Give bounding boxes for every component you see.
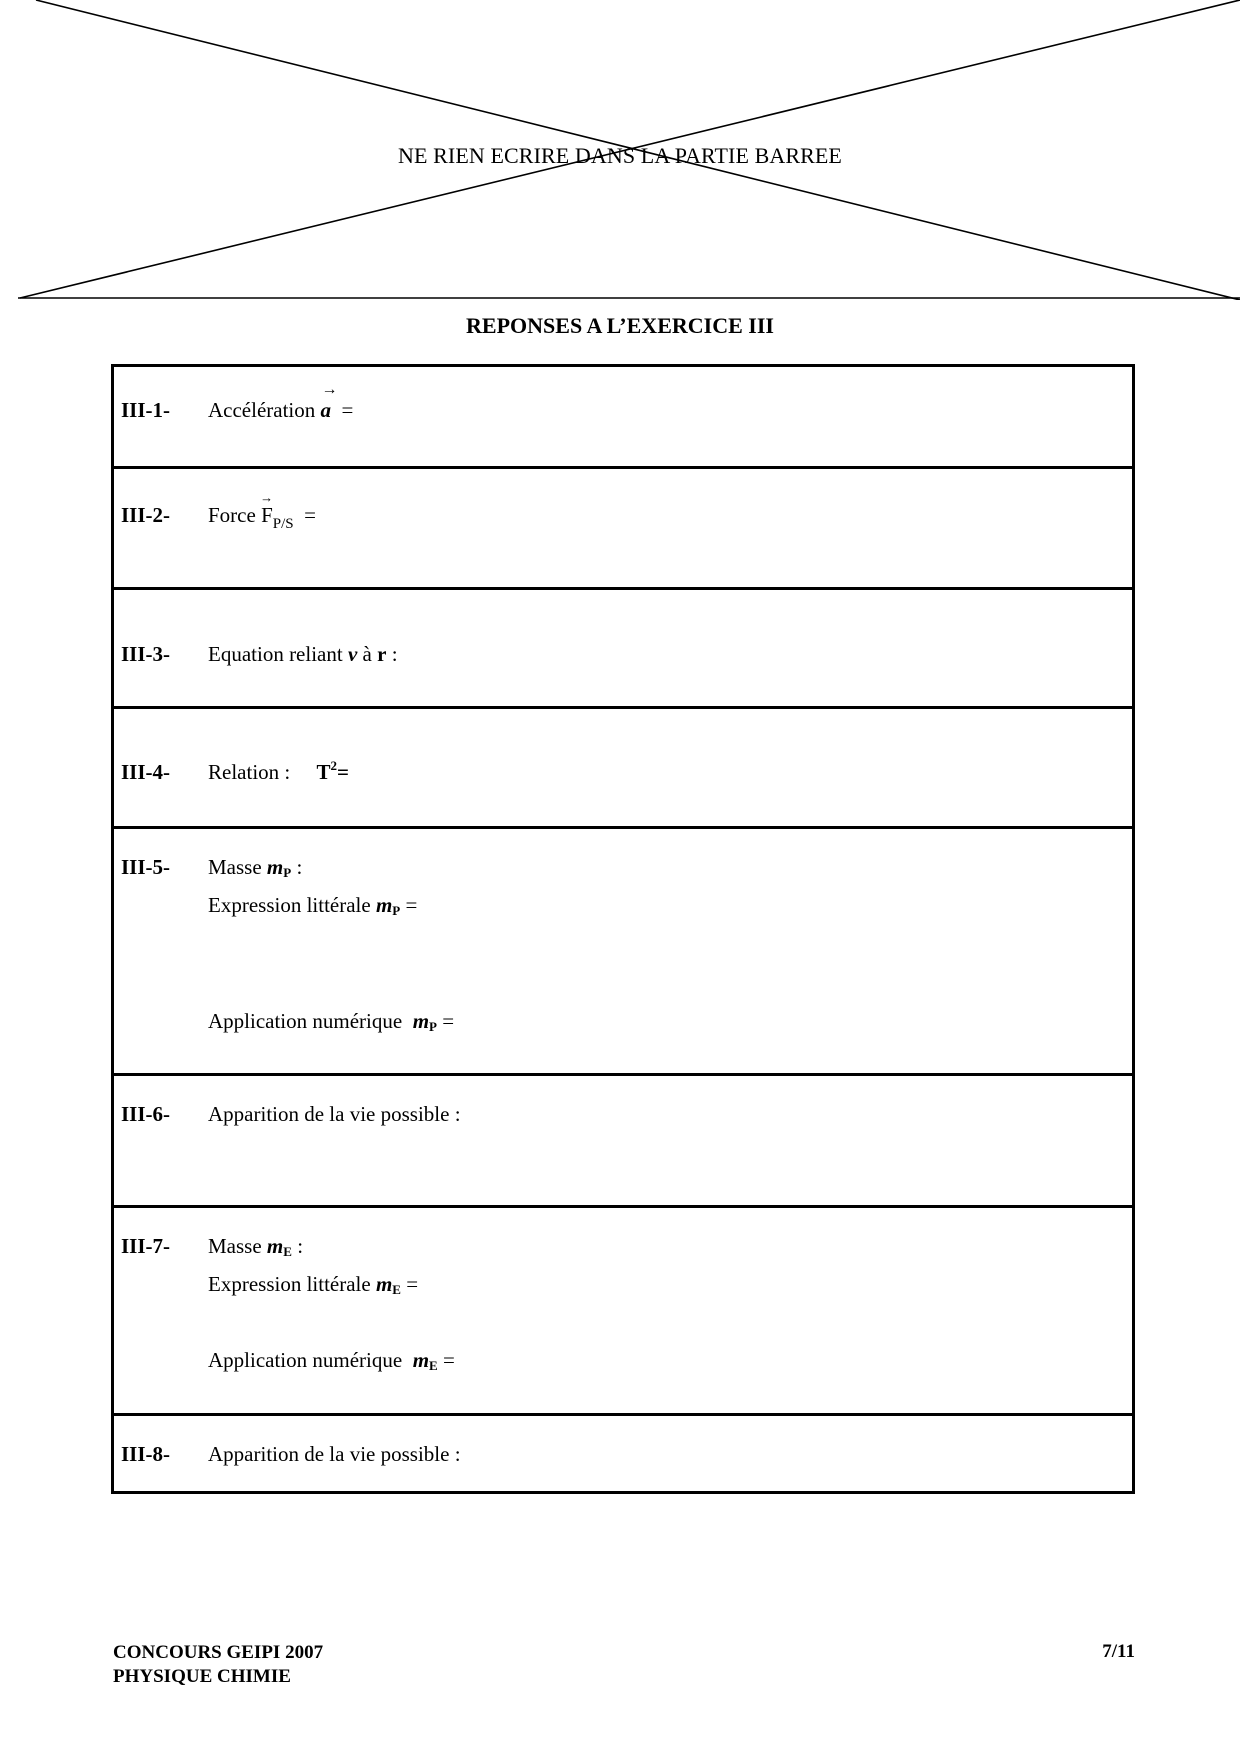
question-number: III-5- <box>121 855 171 879</box>
question-label: Masse mP : <box>208 855 303 880</box>
application-label: Application numérique mP = <box>208 1009 455 1034</box>
footer-contest: CONCOURS GEIPI 2007 <box>113 1642 324 1663</box>
barred-notice: NE RIEN ECRIRE DANS LA PARTIE BARREE <box>398 143 842 168</box>
question-number: III-4- <box>121 760 171 784</box>
question-number: III-6- <box>121 1102 171 1126</box>
answer-row-5[interactable] <box>114 826 1132 1073</box>
expression-label: Expression littérale mE = <box>208 1272 419 1297</box>
question-label: Apparition de la vie possible : <box>208 1442 461 1466</box>
question-label: Apparition de la vie possible : <box>208 1102 461 1126</box>
question-number: III-7- <box>121 1234 171 1258</box>
vector-arrow-icon: → <box>321 381 338 398</box>
answer-table <box>111 364 1135 1494</box>
application-label: Application numérique mE = <box>208 1348 455 1373</box>
page-number: 7/11 <box>1102 1641 1135 1662</box>
answer-row-8[interactable] <box>114 1413 1132 1491</box>
expression-label: Expression littérale mP = <box>208 893 418 918</box>
answer-row-7[interactable] <box>114 1205 1132 1413</box>
vector-f: → F <box>260 490 274 527</box>
vector-a: → a <box>320 381 338 422</box>
question-label: Force → $F_{P/S}$ = <box>208 490 316 532</box>
question-number: III-2- <box>121 503 171 527</box>
barred-zone <box>0 0 1240 300</box>
question-label: Masse mE : <box>208 1234 304 1259</box>
footer-subject: PHYSIQUE CHIMIE <box>113 1666 291 1687</box>
question-label: Accélération → a = <box>208 381 354 422</box>
vector-arrow-icon: → <box>260 490 274 505</box>
answer-row-4[interactable] <box>114 706 1132 826</box>
question-number: III-8- <box>121 1442 171 1466</box>
page-title: REPONSES A L’EXERCICE III <box>466 313 774 338</box>
footer <box>113 1641 323 1689</box>
answer-row-1[interactable] <box>114 367 1132 466</box>
answer-row-6[interactable] <box>114 1073 1132 1205</box>
answer-row-2[interactable] <box>114 466 1132 587</box>
question-number: III-3- <box>121 642 171 666</box>
question-label: Equation reliant v à r : <box>208 642 398 666</box>
answer-row-3[interactable] <box>114 587 1132 706</box>
question-label: Relation : $T^2=$ <box>208 758 349 784</box>
question-number: III-1- <box>121 398 171 422</box>
